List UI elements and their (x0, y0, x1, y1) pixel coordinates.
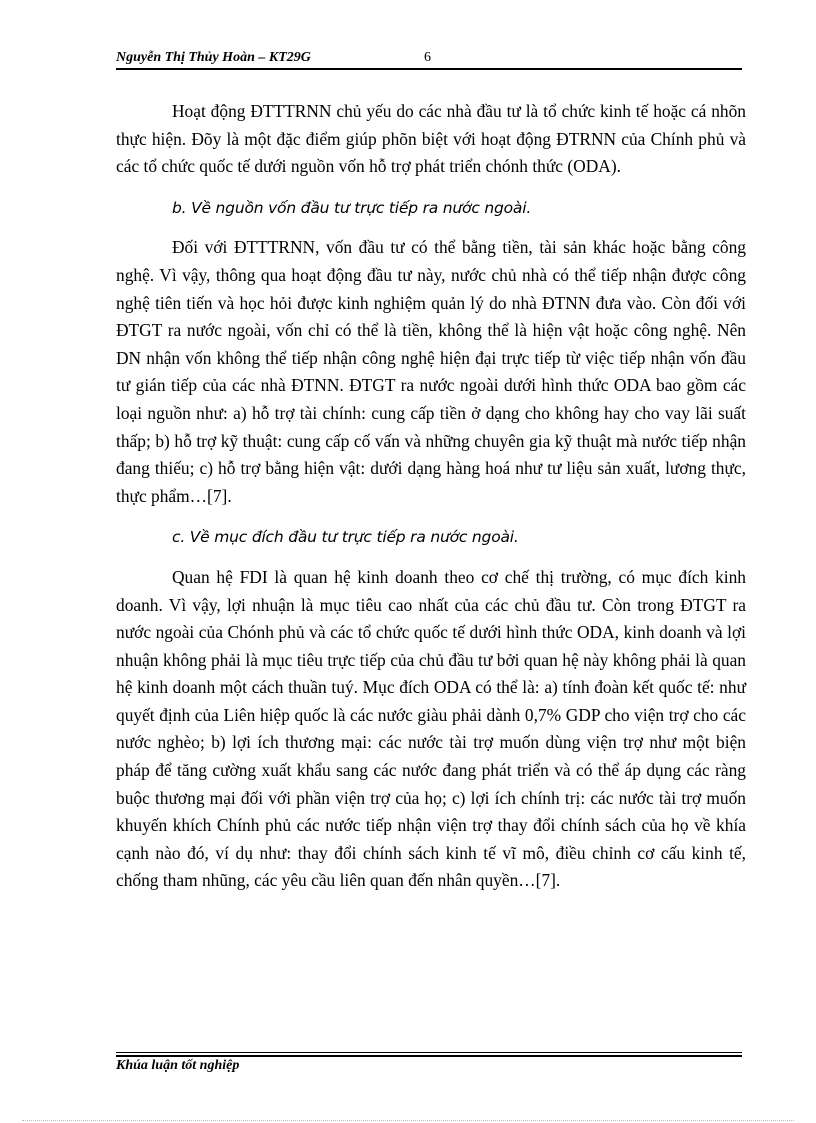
document-body (116, 98, 746, 895)
paragraph: Đối với ĐTTTRNN, vốn đầu tư có thể bằng tiền, tài sản khác hoặc bằng công nghệ. Vì vậy, thông qua hoạt động đầu tư này, nước chủ nhà có thể tiếp nhận được công nghệ tiên tiến và học hỏi được kinh nghiệm quản lý do nhà ĐTNN đưa vào. Còn đối với ĐTGT ra nước ngoài, vốn chỉ có thể là tiền, không thể là hiện vật hoặc công nghệ. Nên DN nhận vốn không thể tiếp nhận công nghệ hiện đại trực tiếp từ việc tiếp nhận vốn đầu tư gián tiếp của các nhà ĐTNN. ĐTGT ra nước ngoài dưới hình thức ODA bao gồm các loại nguồn như: a) hỗ trợ tài chính: cung cấp tiền ở dạng cho không hay cho vay lãi suất thấp; b) hỗ trợ kỹ thuật: cung cấp cố vấn và những chuyên gia kỹ thuật mà nước tiếp nhận đang thiếu; c) hỗ trợ bằng hiện vật: dưới dạng hàng hoá như tư liệu sản xuất, lương thực, thực phẩm…[7]. (116, 237, 746, 506)
header-author: Nguyễn Thị Thủy Hoàn – KT29G (116, 50, 311, 65)
footer-rule-thick (116, 1055, 742, 1057)
paragraph: Quan hệ FDI là quan hệ kinh doanh theo cơ chế thị trường, có mục đích kinh doanh. Vì vậy, lợi nhuận là mục tiêu cao nhất của các chủ đầu tư. Còn trong ĐTGT ra nước ngoài của Chónh phủ và các tổ chức quốc tế dưới hình thức ODA, kinh doanh và lợi nhuận không phải là mục tiêu trực tiếp của chủ đầu tư bởi quan hệ này không phải là quan hệ kinh doanh một cách thuần tuý. Mục đích ODA có thể là: a) tính đoàn kết quốc tế: như quyết định của Liên hiệp quốc là các nước giàu phải dành 0,7% GDP cho viện trợ cho các nước nghèo; b) lợi ích thương mại: các nước tài trợ muốn dùng viện trợ như một biện pháp để tăng cường xuất khẩu sang các nước đang phát triển và có thể áp dụng các ràng buộc thương mại đối với phần viện trợ của họ; c) lợi ích chính trị: các nước tài trợ muốn khuyến khích Chính phủ các nước tiếp nhận viện trợ thay đổi chính sách của họ về khía cạnh nào đó, ví dụ như: thay đổi chính sách kinh tế vĩ mô, điều chỉnh cơ cấu kinh tế, chống tham nhũng, các yêu cầu liên quan đến nhân quyền…[7]. (116, 566, 746, 891)
header-rule (116, 68, 742, 70)
subheading: b. Về nguồn vốn đầu tư trực tiếp ra nước ngoài. (172, 198, 532, 217)
footer-rule-thin (116, 1052, 742, 1053)
subheading: c. Về mục đích đầu tư trực tiếp ra nước ngoài. (172, 528, 519, 547)
footer-title: Khúa luận tốt nghiệp (116, 1058, 240, 1073)
paragraph: Hoạt động ĐTTTRNN chủ yếu do các nhà đầu tư là tổ chức kinh tế hoặc cá nhõn thực hiện. Đõy là một đặc điểm giúp phõn biệt với hoạt động ĐTRNN của Chính phủ và các tổ chức quốc tế dưới nguồn vốn hỗ trợ phát triển chónh thức (ODA). (116, 101, 746, 177)
page-header (116, 50, 742, 70)
page-number: 6 (424, 50, 431, 65)
page-edge-divider (22, 1120, 794, 1121)
